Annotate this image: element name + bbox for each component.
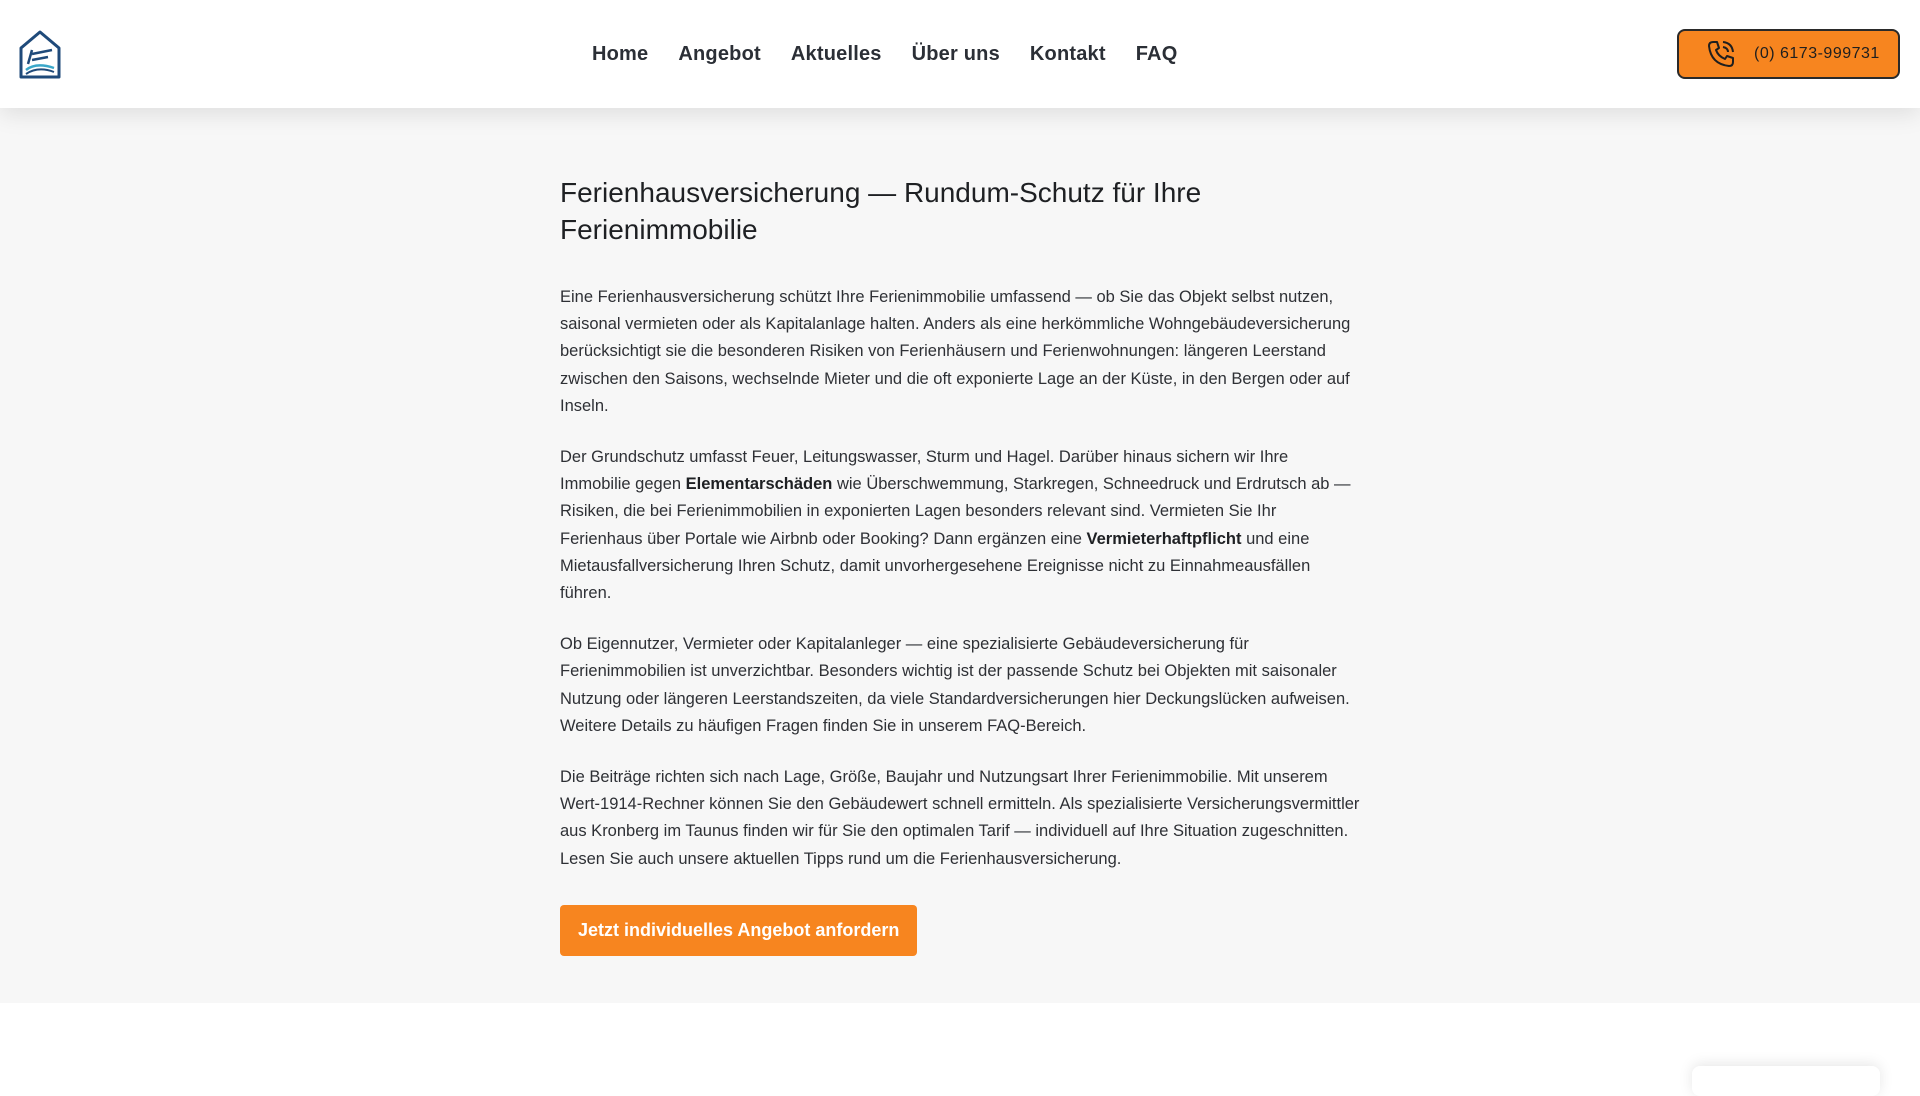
house-logo-icon[interactable] xyxy=(18,28,62,80)
bold-vermieterhaftpflicht: Vermieterhaftpflicht xyxy=(1086,529,1242,548)
phone-icon xyxy=(1705,38,1737,70)
paragraph-intro: Eine Ferienhausversicherung schützt Ihre Ferienimmobilie umfassend — ob Sie das Objekt selbst nutzen, saisonal vermieten oder als Kapitalanlage halten. Anders als eine herkömmliche Wohngebäudeversicherung berücksichtigt sie die besonderen Risiken von Ferienhäusern und Ferienwohnungen: längeren Leerstand zwischen den Saisons, wechselnde Mieter und die oft exponierte Lage an der Küste, in den Bergen oder auf Inseln. xyxy=(560,288,1351,415)
phone-button[interactable] xyxy=(1677,29,1900,79)
nav-home[interactable]: Home xyxy=(592,42,649,65)
article xyxy=(560,174,1360,956)
text-segment: und eine Mietausfallversicherung Ihren Schutz, damit unvorhergesehene Ereignisse nicht zu Einnahmeausfällen führen. xyxy=(560,529,1311,603)
nav-angebot[interactable]: Angebot xyxy=(678,42,761,65)
main-nav xyxy=(592,0,1177,108)
paragraph-pricing: Die Beiträge richten sich nach Lage, Größe, Baujahr und Nutzungsart Ihrer Ferienimmobilie. Mit unserem Wert-1914-Rechner können Sie den Gebäudewert schnell ermitteln. Als spezialisierte Versicherungsvermittler aus Kronberg im Taunus finden wir für Sie den optimalen Tarif — individuell auf Ihre Situation zugeschnitten. Lesen Sie auch unsere aktuellen Tipps rund um die Ferienhausversicherung. xyxy=(560,768,1360,868)
nav-faq[interactable]: FAQ xyxy=(1135,42,1178,65)
main-section xyxy=(0,108,1920,1003)
text-segment: wie Überschwemmung, Starkregen, Schneedruck und Erdrutsch ab — Risiken, die bei Ferienimmobilien in exponierten Lagen besonders relevant sind. Vermieten Sie Ihr Ferienhaus über Portale wie Airbnb oder Booking? Dann ergänzen eine xyxy=(560,475,1351,548)
paragraph-target-groups: Ob Eigennutzer, Vermieter oder Kapitalanleger — eine spezialisierte Gebäudeversicherung für Ferienimmobilien ist unverzichtbar. Besonders wichtig ist der passende Schutz bei Objekten mit saisonaler Nutzung oder längeren Leerstandszeiten, da viele Standardversicherungen hier Deckungslücken aufweisen. Weitere Details zu häufigen Fragen finden Sie in unserem FAQ-Bereich. xyxy=(560,635,1350,735)
site-header xyxy=(0,0,1920,108)
page-title: Ferienhausversicherung — Rundum-Schutz für Ihre Ferienimmobilie xyxy=(560,177,1202,245)
paragraph-coverage xyxy=(560,444,1360,607)
request-offer-button[interactable]: Jetzt individuelles Angebot anfordern xyxy=(560,905,917,956)
floating-widget[interactable] xyxy=(1692,1066,1880,1096)
bold-elementarschaeden: Elementarschäden xyxy=(685,475,833,494)
phone-number: (0) 6173-999731 xyxy=(1754,45,1880,62)
nav-ueber-uns[interactable]: Über uns xyxy=(911,42,1000,65)
nav-kontakt[interactable]: Kontakt xyxy=(1029,42,1106,65)
text-segment: Der Grundschutz umfasst Feuer, Leitungswasser, Sturm und Hagel. Darüber hinaus sichern wir Ihre Immobilie gegen xyxy=(560,448,1289,494)
nav-aktuelles[interactable]: Aktuelles xyxy=(790,42,882,65)
